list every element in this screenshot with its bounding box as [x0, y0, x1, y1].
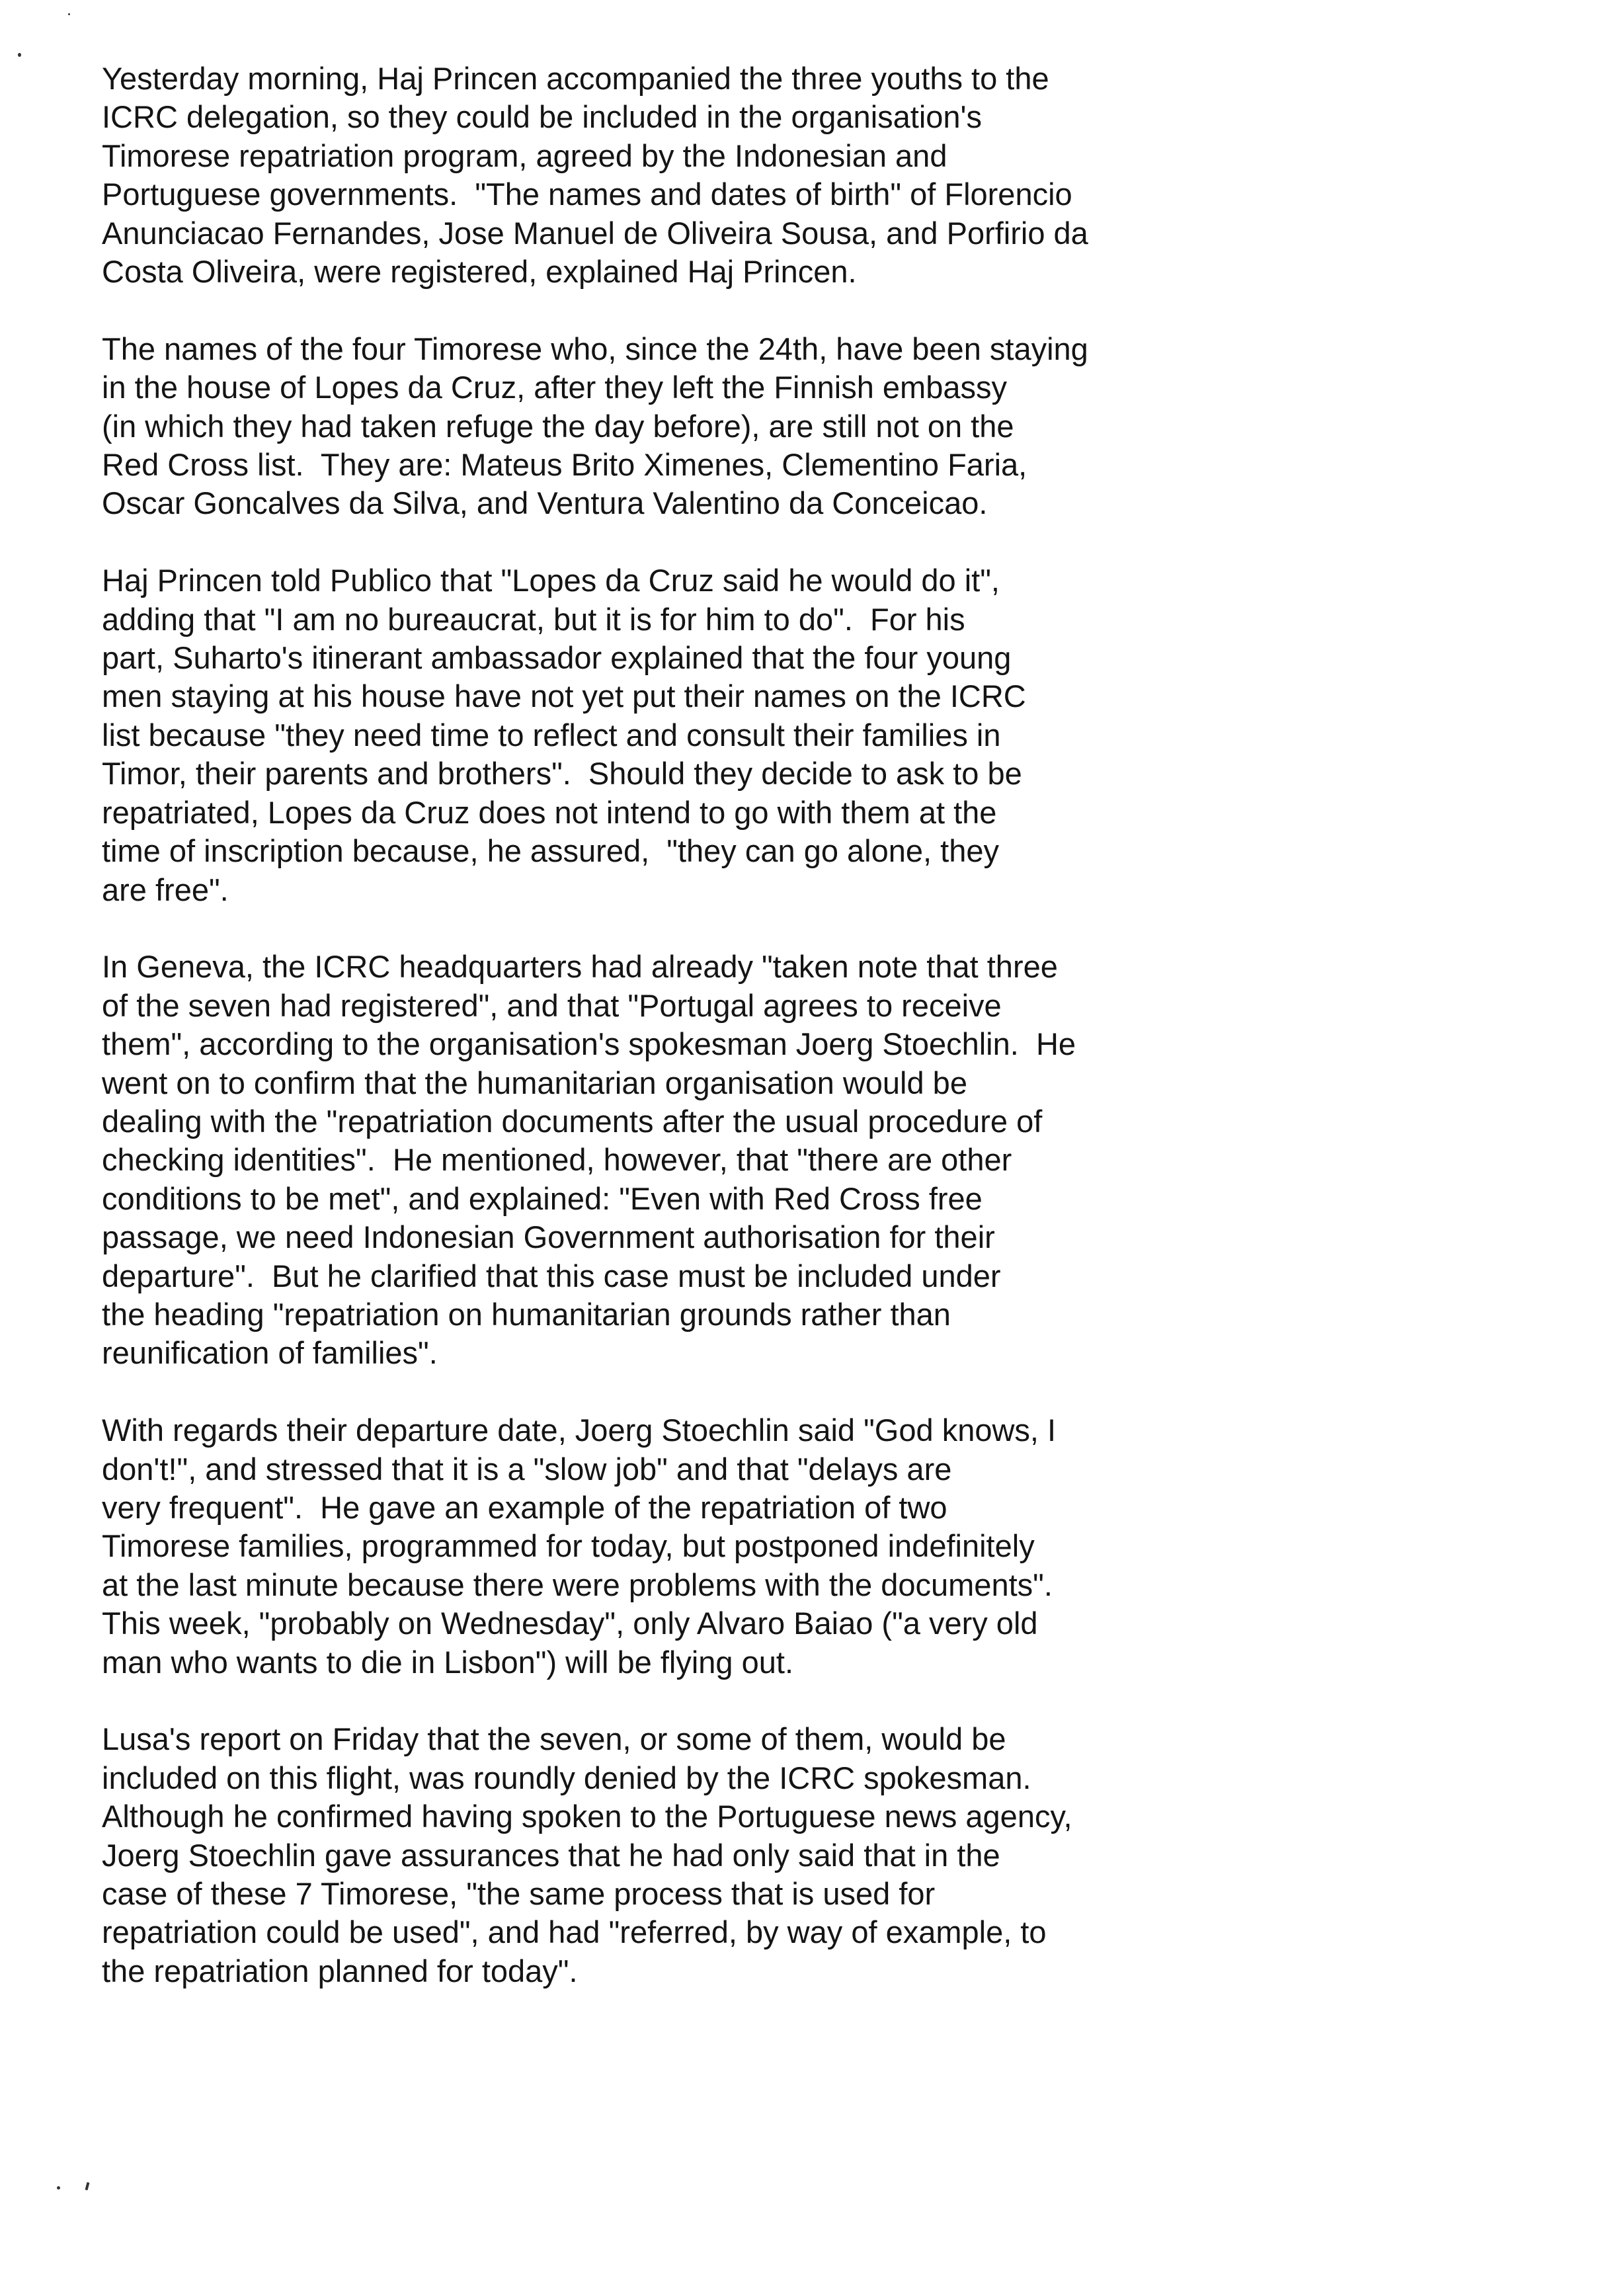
text-line: repatriated, Lopes da Cruz does not intend to go with them at the: [102, 794, 997, 830]
text-line: conditions to be met", and explained: "Even with Red Cross free: [102, 1180, 983, 1216]
text-line: Red Cross list. They are: Mateus Brito Ximenes, Clementino Faria,: [102, 447, 1027, 483]
text-line: part, Suharto's itinerant ambassador explained that the four young: [102, 640, 1012, 676]
text-line: Portuguese governments. "The names and dates of birth" of Florencio: [102, 177, 1072, 212]
text-line: Haj Princen told Publico that "Lopes da Cruz said he would do it",: [102, 563, 1000, 598]
text-line: checking identities". He mentioned, however, that "there are other: [102, 1142, 1012, 1178]
text-line: adding that "I am no bureaucrat, but it is for him to do". For his: [102, 601, 965, 637]
text-line: repatriation could be used", and had "referred, by way of example, to: [102, 1914, 1047, 1950]
text-line: very frequent". He gave an example of the repatriation of two: [102, 1489, 947, 1525]
text-line: are free".: [102, 872, 229, 907]
text-line: the heading "repatriation on humanitarian grounds rather than: [102, 1296, 951, 1332]
paragraph-2: [102, 330, 1358, 523]
text-line: Joerg Stoechlin gave assurances that he had only said that in the: [102, 1837, 1000, 1873]
article-body: [102, 60, 1358, 2030]
text-line: don't!", and stressed that it is a "slow job" and that "delays are: [102, 1451, 952, 1487]
text-line: of the seven had registered", and that "Portugal agrees to receive: [102, 987, 1002, 1023]
text-line: The names of the four Timorese who, since the 24th, have been staying: [102, 331, 1088, 366]
paragraph-3: [102, 561, 1358, 909]
text-line: in the house of Lopes da Cruz, after they left the Finnish embassy: [102, 370, 1007, 405]
paragraph-5: [102, 1411, 1358, 1682]
text-line: case of these 7 Timorese, "the same process that is used for: [102, 1876, 936, 1912]
text-line: departure". But he clarified that this case must be included under: [102, 1258, 1001, 1293]
text-line: Timorese families, programmed for today, but postponed indefinitely: [102, 1528, 1035, 1564]
text-line: Although he confirmed having spoken to the Portuguese news agency,: [102, 1799, 1072, 1834]
text-line: list because "they need time to reflect and consult their families in: [102, 717, 1001, 753]
paragraph-6: [102, 1720, 1358, 1990]
scan-speck-top-left: [18, 53, 21, 57]
text-line: Lusa's report on Friday that the seven, or some of them, would be: [102, 1721, 1006, 1757]
text-line: Anunciacao Fernandes, Jose Manuel de Oliveira Sousa, and Porfirio da: [102, 215, 1088, 251]
text-line: ICRC delegation, so they could be included in the organisation's: [102, 99, 983, 135]
text-line: Oscar Goncalves da Silva, and Ventura Valentino da Conceicao.: [102, 485, 988, 521]
text-line: included on this flight, was roundly denied by the ICRC spokesman.: [102, 1760, 1031, 1795]
text-line: In Geneva, the ICRC headquarters had already "taken note that three: [102, 949, 1058, 985]
text-line: passage, we need Indonesian Government authorisation for their: [102, 1219, 995, 1255]
scan-speck-bottom-left-dot: [57, 2186, 60, 2190]
scan-speck-top: [68, 13, 70, 15]
text-line: With regards their departure date, Joerg Stoechlin said "God knows, I: [102, 1413, 1057, 1448]
text-line: Costa Oliveira, were registered, explained Haj Princen.: [102, 254, 857, 290]
text-line: (in which they had taken refuge the day before), are still not on the: [102, 408, 1014, 444]
text-line: at the last minute because there were problems with the documents".: [102, 1567, 1053, 1602]
text-line: dealing with the "repatriation documents after the usual procedure of: [102, 1103, 1043, 1139]
paragraph-1: [102, 60, 1358, 291]
text-line: the repatriation planned for today".: [102, 1953, 578, 1988]
text-line: reunification of families".: [102, 1335, 438, 1371]
text-line: them", according to the organisation's spokesman Joerg Stoechlin. He: [102, 1026, 1076, 1062]
text-line: time of inscription because, he assured, "they can go alone, they: [102, 833, 999, 869]
paragraph-4: [102, 948, 1358, 1372]
text-line: Timorese repatriation program, agreed by the Indonesian and: [102, 138, 947, 173]
text-line: men staying at his house have not yet put their names on the ICRC: [102, 678, 1026, 714]
text-line: went on to confirm that the humanitarian organisation would be: [102, 1065, 967, 1100]
text-line: This week, "probably on Wednesday", only Alvaro Baiao ("a very old: [102, 1606, 1038, 1641]
text-line: Timor, their parents and brothers". Should they decide to ask to be: [102, 756, 1022, 792]
scan-speck-bottom-left-mark: [85, 2182, 90, 2191]
text-line: man who wants to die in Lisbon") will be flying out.: [102, 1644, 794, 1680]
text-line: Yesterday morning, Haj Princen accompanied the three youths to the: [102, 61, 1049, 96]
